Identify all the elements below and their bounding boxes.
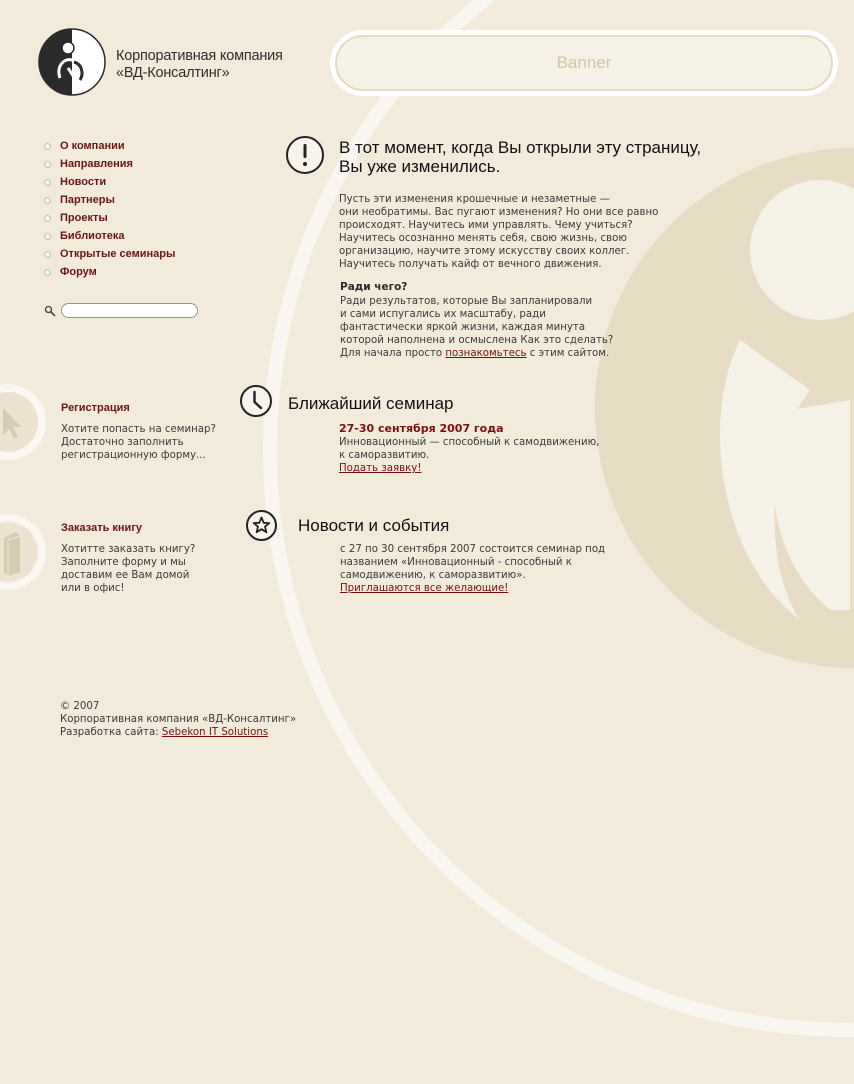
nav-label: Партнеры <box>60 194 115 206</box>
nav-label: Проекты <box>60 212 108 224</box>
nav-item-about[interactable] <box>44 137 244 155</box>
seminar-date: 27-30 сентября 2007 года <box>339 422 504 435</box>
bullet-icon <box>44 233 51 240</box>
order-book-title[interactable]: Заказать книгу <box>61 522 143 534</box>
bullet-icon <box>44 179 51 186</box>
nav-item-partners[interactable] <box>44 191 244 209</box>
search-icon[interactable] <box>44 305 56 317</box>
nav-label: Библиотека <box>60 230 125 242</box>
intro-title-line1: В тот момент, когда Вы открыли эту страницу, <box>339 138 702 157</box>
star-icon <box>245 509 278 542</box>
nav-item-directions[interactable] <box>44 155 244 173</box>
bullet-icon <box>44 215 51 222</box>
nav-label: О компании <box>60 140 125 152</box>
nav-label: Направления <box>60 158 133 170</box>
search-input[interactable] <box>61 303 198 318</box>
intro-paragraph: Пусть эти изменения крошечные и незаметные — они необратимы. Вас пугают изменения? Но они все равно происходят. Научитесь ими управлять. Чему учиться? Научитесь осознанно менять себя, свою жизнь, свою организацию, научите этому искусству своих коллег. Научитесь получать кайф от вечного движения. <box>339 194 659 270</box>
intro-start <box>340 347 660 360</box>
intro-start-prefix: Для начала просто <box>340 348 446 359</box>
search-box <box>44 303 198 318</box>
nav-item-library[interactable] <box>44 227 244 245</box>
logo-text <box>116 48 283 82</box>
footer-company: Корпоративная компания «ВД-Консалтинг» <box>60 714 297 725</box>
nav-label: Открытые семинары <box>60 248 176 260</box>
apply-link[interactable]: Подать заявку! <box>339 463 422 474</box>
everyone-invited-link[interactable]: Приглашаются все желающие! <box>340 583 509 594</box>
get-acquainted-link[interactable]: познакомьтесь <box>445 348 527 359</box>
cursor-icon <box>0 405 24 441</box>
banner[interactable] <box>330 30 838 96</box>
seminar-title: Ближайший семинар <box>288 394 454 413</box>
bullet-icon <box>44 197 51 204</box>
book-icon <box>0 530 24 578</box>
exclamation-icon <box>285 135 325 175</box>
news-text: с 27 по 30 сентября 2007 состоится семинар под названием «Инновационный - способный к самодвижению, к саморазвитию». <box>340 544 606 581</box>
sebekon-link[interactable]: Sebekon IT Solutions <box>161 727 269 738</box>
bullet-icon <box>44 269 51 276</box>
clock-icon <box>239 384 273 418</box>
footer-dev-prefix: Разработка сайта: <box>60 727 162 738</box>
seminar-text: Инновационный — способный к самодвижению, к саморазвитию. <box>339 437 600 461</box>
logo-line1: Корпоративная компания <box>116 48 283 64</box>
registration-title[interactable]: Регистрация <box>61 402 130 414</box>
intro-title <box>339 138 739 176</box>
bullet-icon <box>44 143 51 150</box>
nav-item-open-seminars[interactable] <box>44 245 244 263</box>
why-text: Ради результатов, которые Вы запланировали и сами испугались их масштабу, ради фантастически яркой жизни, каждая минута которой наполнена и осмыслена Как это сделать? <box>340 296 614 346</box>
nav-label: Форум <box>60 266 97 278</box>
intro-title-line2: Вы уже изменились. <box>339 157 501 176</box>
nav-item-projects[interactable] <box>44 209 244 227</box>
why-title: Ради чего? <box>340 281 408 293</box>
registration-text: Хотите попасть на семинар? Достаточно заполнить регистрационную форму... <box>61 424 216 461</box>
intro-start-suffix: с этим сайтом. <box>526 348 610 359</box>
banner-label: Banner <box>556 53 612 72</box>
nav-item-forum[interactable] <box>44 263 244 281</box>
main-nav <box>44 137 244 281</box>
bullet-icon <box>44 251 51 258</box>
footer-copyright: © 2007 <box>60 701 100 712</box>
footer-dev <box>60 726 360 739</box>
bullet-icon <box>44 161 51 168</box>
nav-item-news[interactable] <box>44 173 244 191</box>
nav-label: Новости <box>60 176 107 188</box>
logo-emblem-icon <box>38 28 106 96</box>
footer <box>60 700 360 739</box>
logo-line2: «ВД-Консалтинг» <box>116 65 230 81</box>
order-book-text: Хотитте заказать книгу? Заполните форму и мы доставим ее Вам домой или в офис! <box>61 544 196 594</box>
company-logo[interactable] <box>38 28 298 98</box>
news-title: Новости и события <box>298 516 450 535</box>
